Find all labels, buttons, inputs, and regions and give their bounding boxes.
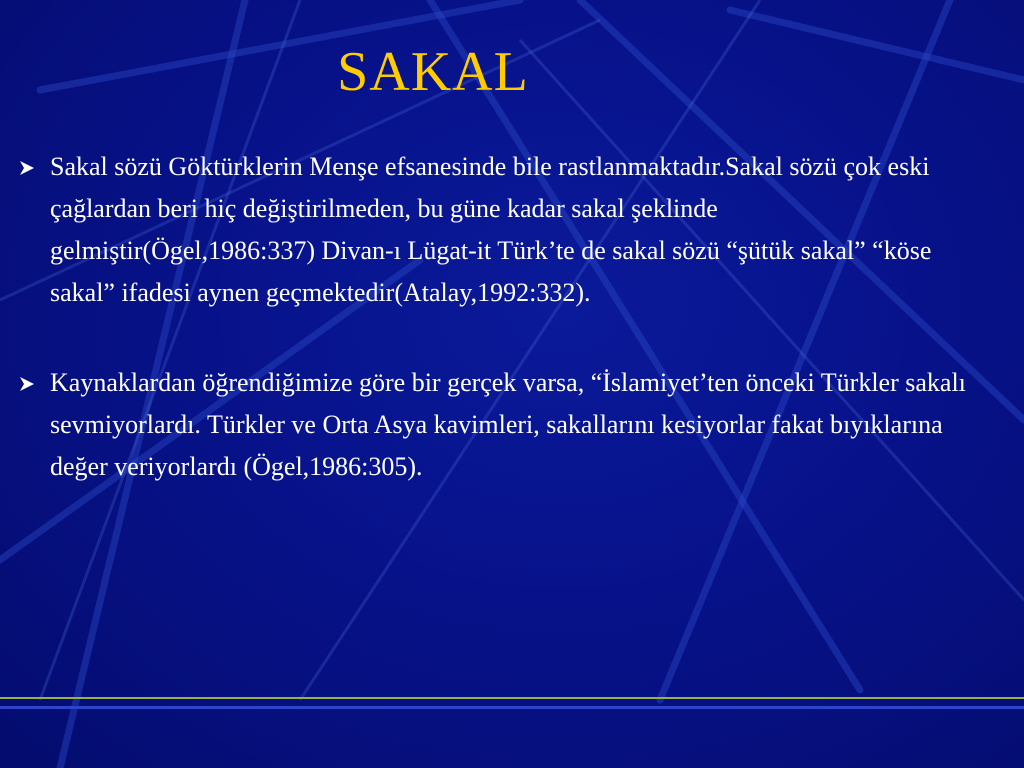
bullet-item (16, 146, 1006, 314)
footer-divider-line (0, 697, 1024, 699)
footer-divider-line (0, 706, 1024, 709)
arrowhead-bullet-icon (18, 376, 36, 392)
slide-title: SAKAL (337, 41, 529, 103)
bullet-text: Sakal sözü Göktürklerin Menşe efsanesinde bile rastlanmaktadır.Sakal sözü çok eski çağlardan beri hiç değiştirilmeden, bu güne kadar sakal şeklinde gelmiştir(Ögel,1986:337) Divan-ı Lügat-it Türk’te de sakal sözü “şütük sakal” “köse sakal” ifadesi aynen geçmektedir(Atalay,1992:332). (50, 152, 932, 307)
bullet-list (16, 146, 1006, 488)
bullet-text: Kaynaklardan öğrendiğimize göre bir gerçek varsa, “İslamiyet’ten önceki Türkler sakalı sevmiyorlardı. Türkler ve Orta Asya kavimleri, sakallarını kesiyorlar fakat bıyıklarına değer veriyorlardı (Ögel,1986:305). (50, 368, 966, 481)
bullet-item (16, 362, 1006, 488)
arrowhead-bullet-icon (18, 160, 36, 176)
